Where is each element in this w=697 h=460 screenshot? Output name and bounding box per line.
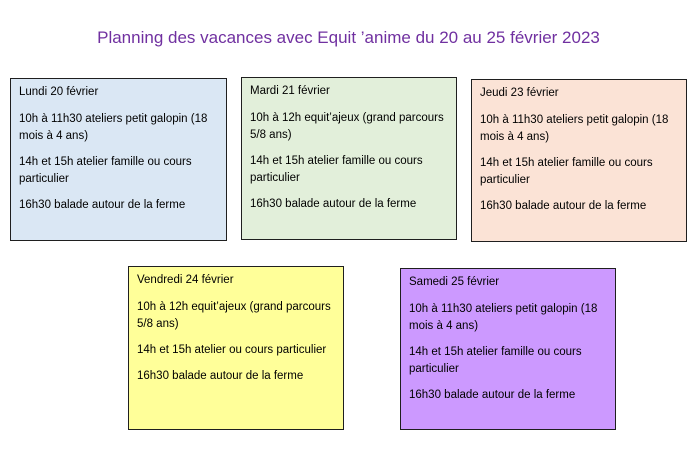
day-heading: Lundi 20 février [19, 86, 99, 98]
day-heading: Jeudi 23 février [480, 87, 559, 99]
page-title: Planning des vacances avec Equit ’anime du 20 au 25 février 2023 [97, 28, 600, 47]
activity-item: 16h30 balade autour de la ferme [480, 200, 647, 212]
day-box-lundi [10, 78, 227, 241]
activity-item: 14h et 15h atelier ou cours particulier [137, 344, 327, 356]
day-box-vendredi [128, 266, 344, 430]
activity-item: 10h à 12h equit’ajeux (grand parcours 5/8 ans) [137, 301, 331, 330]
day-box-mardi [241, 77, 457, 240]
activity-item: 10h à 11h30 ateliers petit galopin (18 mois à 4 ans) [409, 303, 598, 332]
activity-item: 10h à 12h equit’ajeux (grand parcours 5/8 ans) [250, 112, 444, 141]
activity-item: 10h à 11h30 ateliers petit galopin (18 mois à 4 ans) [19, 113, 208, 142]
activity-item: 16h30 balade autour de la ferme [250, 198, 417, 210]
activity-item: 10h à 11h30 ateliers petit galopin (18 mois à 4 ans) [480, 114, 669, 143]
day-heading: Mardi 21 février [250, 85, 330, 97]
activity-item: 14h et 15h atelier famille ou cours particulier [19, 156, 192, 185]
day-heading: Samedi 25 février [409, 276, 500, 288]
activity-item: 14h et 15h atelier famille ou cours particulier [250, 155, 423, 184]
activity-item: 16h30 balade autour de la ferme [137, 370, 304, 382]
activity-item: 14h et 15h atelier famille ou cours particulier [409, 346, 582, 375]
day-box-jeudi [471, 79, 687, 242]
day-heading: Vendredi 24 février [137, 274, 234, 286]
activity-item: 16h30 balade autour de la ferme [19, 199, 186, 211]
day-box-samedi [400, 268, 616, 430]
activity-item: 14h et 15h atelier famille ou cours particulier [480, 157, 653, 186]
activity-item: 16h30 balade autour de la ferme [409, 389, 576, 401]
